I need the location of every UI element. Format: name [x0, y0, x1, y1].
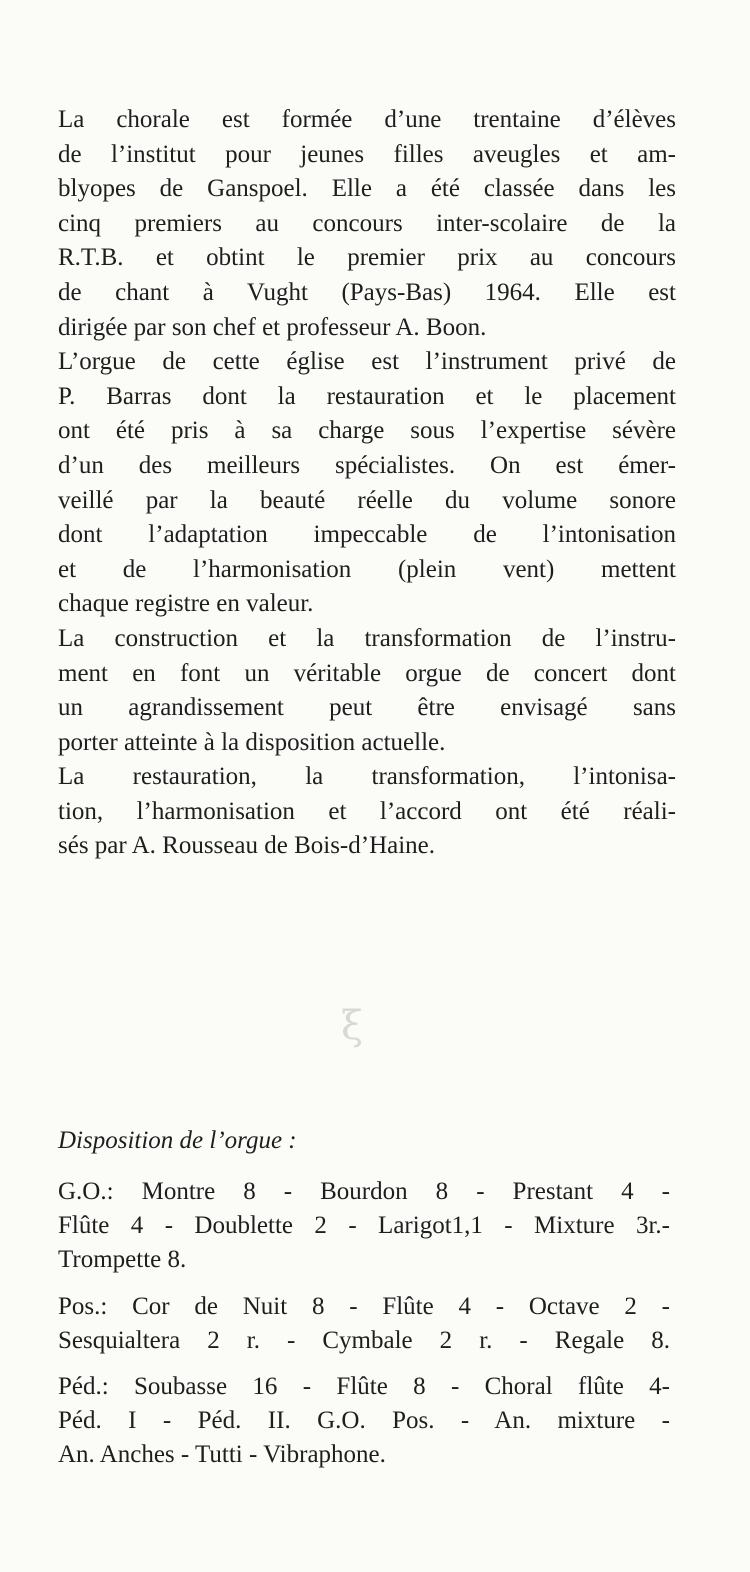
- text-line: veillé par la beauté réelle du volume sonore: [58, 486, 676, 514]
- text-line: L’orgue de cette église est l’instrument privé de: [58, 348, 676, 376]
- text-line: sés par A. Rousseau de Bois-d’Haine.: [58, 832, 436, 860]
- text-line: La construction et la transformation de l’instru-: [58, 624, 676, 652]
- text-line: un agrandissement peut être envisagé sans: [58, 694, 676, 722]
- disposition-heading: Disposition de l’orgue :: [58, 1127, 297, 1154]
- text-line: R.T.B. et obtint le premier prix au concours: [58, 244, 676, 272]
- paragraph-chorale: [58, 103, 676, 345]
- text-line: ont été pris à sa charge sous l’expertise sévère: [58, 417, 676, 445]
- text-line: chaque registre en valeur.: [58, 590, 314, 618]
- text-line: ment en font un véritable orgue de concert dont: [58, 659, 676, 687]
- text-line: Flûte 4 - Doublette 2 - Larigot1,1 - Mixture 3r.-: [58, 1212, 670, 1240]
- text-line: de chant à Vught (Pays-Bas) 1964. Elle est: [58, 278, 676, 306]
- text-line: d’un des meilleurs spécialistes. On est émer-: [58, 451, 676, 479]
- paper-mark: ξ: [341, 1003, 364, 1049]
- text-line: Pos.: Cor de Nuit 8 - Flûte 4 - Octave 2 -: [58, 1293, 670, 1320]
- text-line: La chorale est formée d’une trentaine d’élèves: [58, 106, 676, 133]
- text-line: Trompette 8.: [58, 1246, 187, 1274]
- text-line: cinq premiers au concours inter-scolaire de la: [58, 209, 676, 237]
- text-line: Péd. I - Péd. II. G.O. Pos. - An. mixture -: [58, 1407, 670, 1435]
- text-line: G.O.: Montre 8 - Bourdon 8 - Prestant 4 -: [58, 1178, 670, 1205]
- text-line: blyopes de Ganspoel. Elle a été classée dans les: [58, 175, 676, 203]
- body-text: [58, 103, 676, 864]
- text-line: dirigée par son chef et professeur A. Boon.: [58, 313, 487, 341]
- text-line: La restauration, la transformation, l’intonisa-: [58, 763, 676, 791]
- text-line: dont l’adaptation impeccable de l’intonisation: [58, 521, 676, 549]
- paragraph-restauration: [58, 760, 676, 864]
- paragraph-construction: [58, 622, 676, 760]
- paragraph-orgue: [58, 345, 676, 622]
- text-line: An. Anches - Tutti - Vibraphone.: [58, 1441, 386, 1469]
- text-line: tion, l’harmonisation et l’accord ont été réali-: [58, 797, 676, 825]
- text-line: porter atteinte à la disposition actuelle.: [58, 728, 446, 756]
- disposition-pedale: [58, 1370, 670, 1473]
- text-line: P. Barras dont la restauration et le placement: [58, 382, 676, 410]
- text-line: Péd.: Soubasse 16 - Flûte 8 - Choral flûte 4-: [58, 1373, 670, 1400]
- disposition-positif: [58, 1290, 670, 1358]
- disposition-grand-orgue: [58, 1175, 670, 1278]
- text-line: de l’institut pour jeunes filles aveugles et am-: [58, 140, 676, 168]
- text-line: Sesquialtera 2 r. - Cymbale 2 r. - Regale 8.: [58, 1327, 670, 1355]
- text-line: et de l’harmonisation (plein vent) mettent: [58, 555, 676, 583]
